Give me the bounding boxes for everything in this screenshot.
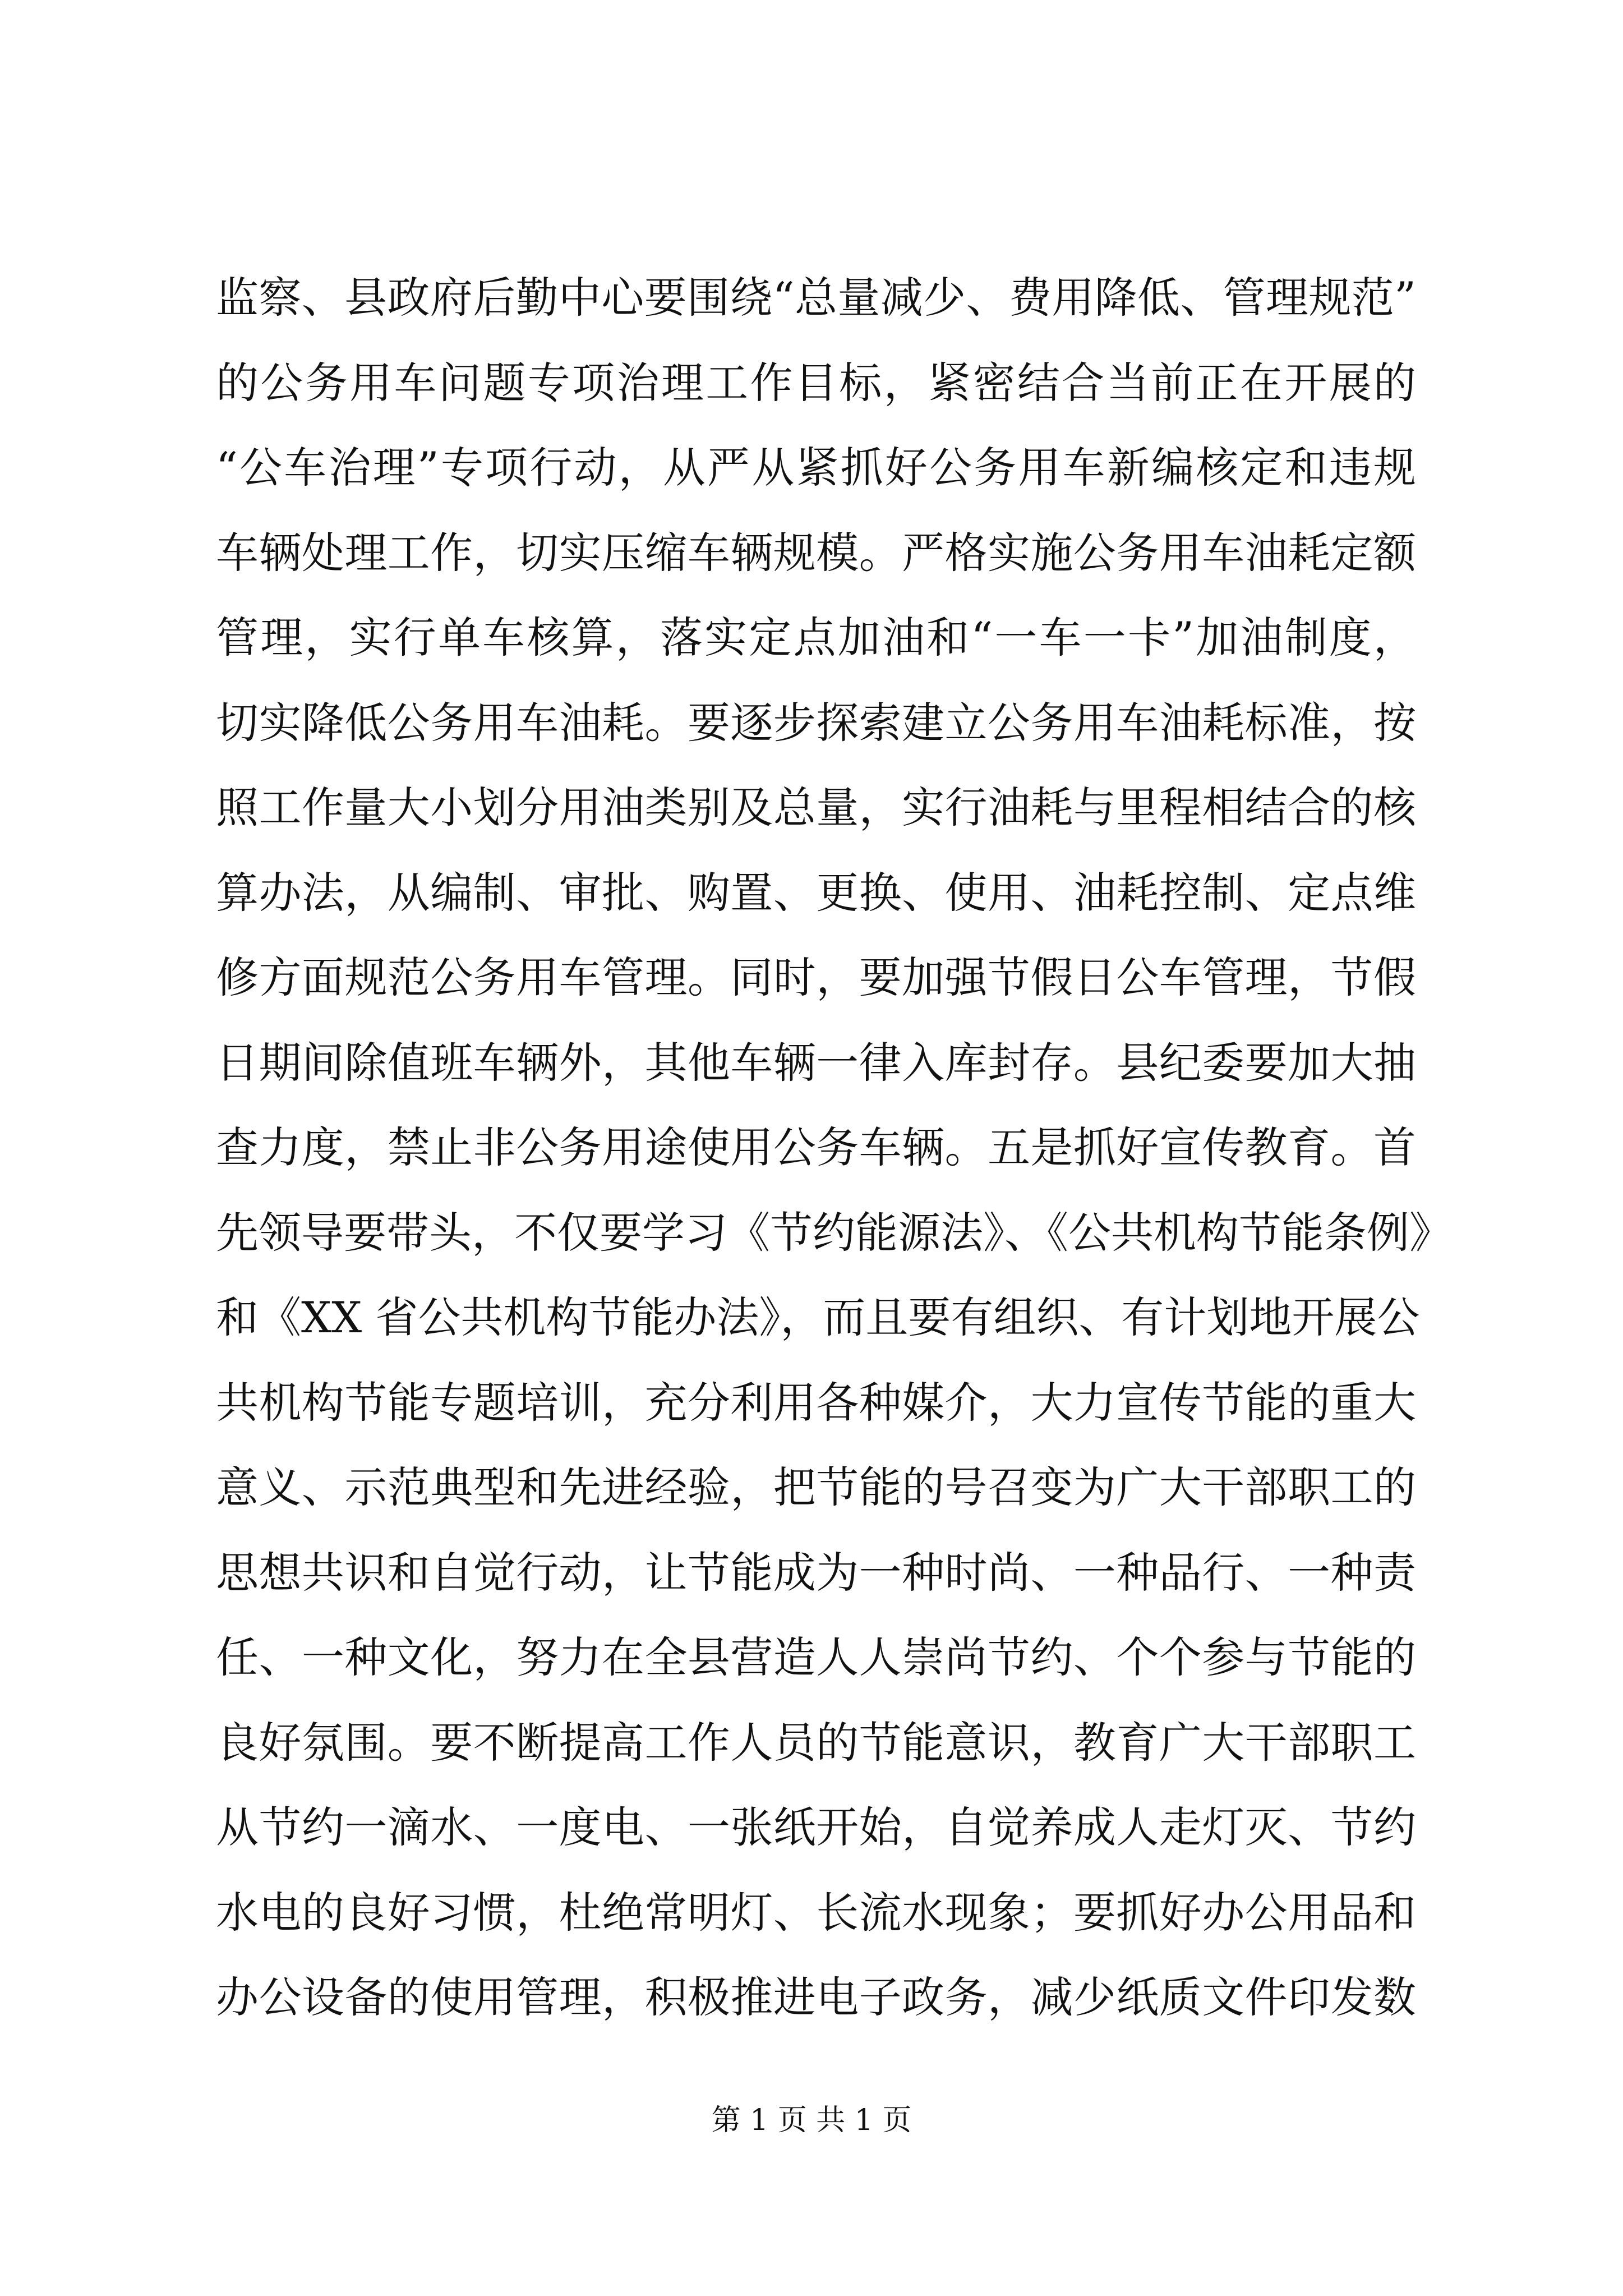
document-body	[216, 255, 1452, 2040]
text-line: 和《XX 省公共机构节能办法》，而且要有组织、有计划地开展公	[216, 1292, 1420, 1342]
text-line: 从节约一滴水、一度电、一张纸开始，自觉养成人走灯灭、节约	[216, 1802, 1416, 1852]
text-line: 良好氛围。要不断提高工作人员的节能意识，教育广大干部职工	[216, 1717, 1416, 1768]
text-line: 管理，实行单车核算，落实定点加油和“一车一卡”加油制度，	[216, 613, 1416, 662]
text-line: 共机构节能专题培训，充分利用各种媒介，大力宣传节能的重大	[216, 1377, 1416, 1428]
text-line: 算办法，从编制、审批、购置、更换、使用、油耗控制、定点维	[216, 867, 1416, 918]
page-footer: 第 1 页 共 1 页	[711, 2104, 912, 2137]
text-line: 切实降低公务用车油耗。要逐步探索建立公务用车油耗标准，按	[216, 697, 1416, 748]
text-line: 查力度，禁止非公务用途使用公务车辆。五是抓好宣传教育。首	[216, 1122, 1416, 1172]
text-line: 办公设备的使用管理，积极推进电子政务，减少纸质文件印发数	[216, 1972, 1416, 2022]
text-line: 思想共识和自觉行动，让节能成为一种时尚、一种品行、一种责	[216, 1547, 1416, 1598]
text-line: 水电的良好习惯，杜绝常明灯、长流水现象；要抓好办公用品和	[216, 1887, 1416, 1938]
text-line: 监察、县政府后勤中心要围绕“总量减少、费用降低、管理规范”	[216, 273, 1416, 323]
text-line: 任、一种文化，努力在全县营造人人崇尚节约、个个参与节能的	[216, 1632, 1416, 1682]
text-line: 先领导要带头，不仅要学习《节约能源法》、《公共机构节能条例》	[216, 1207, 1452, 1258]
text-line: “公车治理”专项行动，从严从紧抓好公务用车新编核定和违规	[216, 443, 1416, 493]
text-line: 车辆处理工作，切实压缩车辆规模。严格实施公务用车油耗定额	[216, 527, 1416, 578]
text-line: 意义、示范典型和先进经验，把节能的号召变为广大干部职工的	[216, 1462, 1416, 1512]
text-line: 照工作量大小划分用油类别及总量，实行油耗与里程相结合的核	[216, 783, 1416, 832]
text-line: 日期间除值班车辆外，其他车辆一律入库封存。县纪委要加大抽	[216, 1037, 1416, 1088]
text-line: 修方面规范公务用车管理。同时，要加强节假日公车管理，节假	[216, 953, 1416, 1002]
text-line: 的公务用车问题专项治理工作目标，紧密结合当前正在开展的	[216, 357, 1416, 408]
